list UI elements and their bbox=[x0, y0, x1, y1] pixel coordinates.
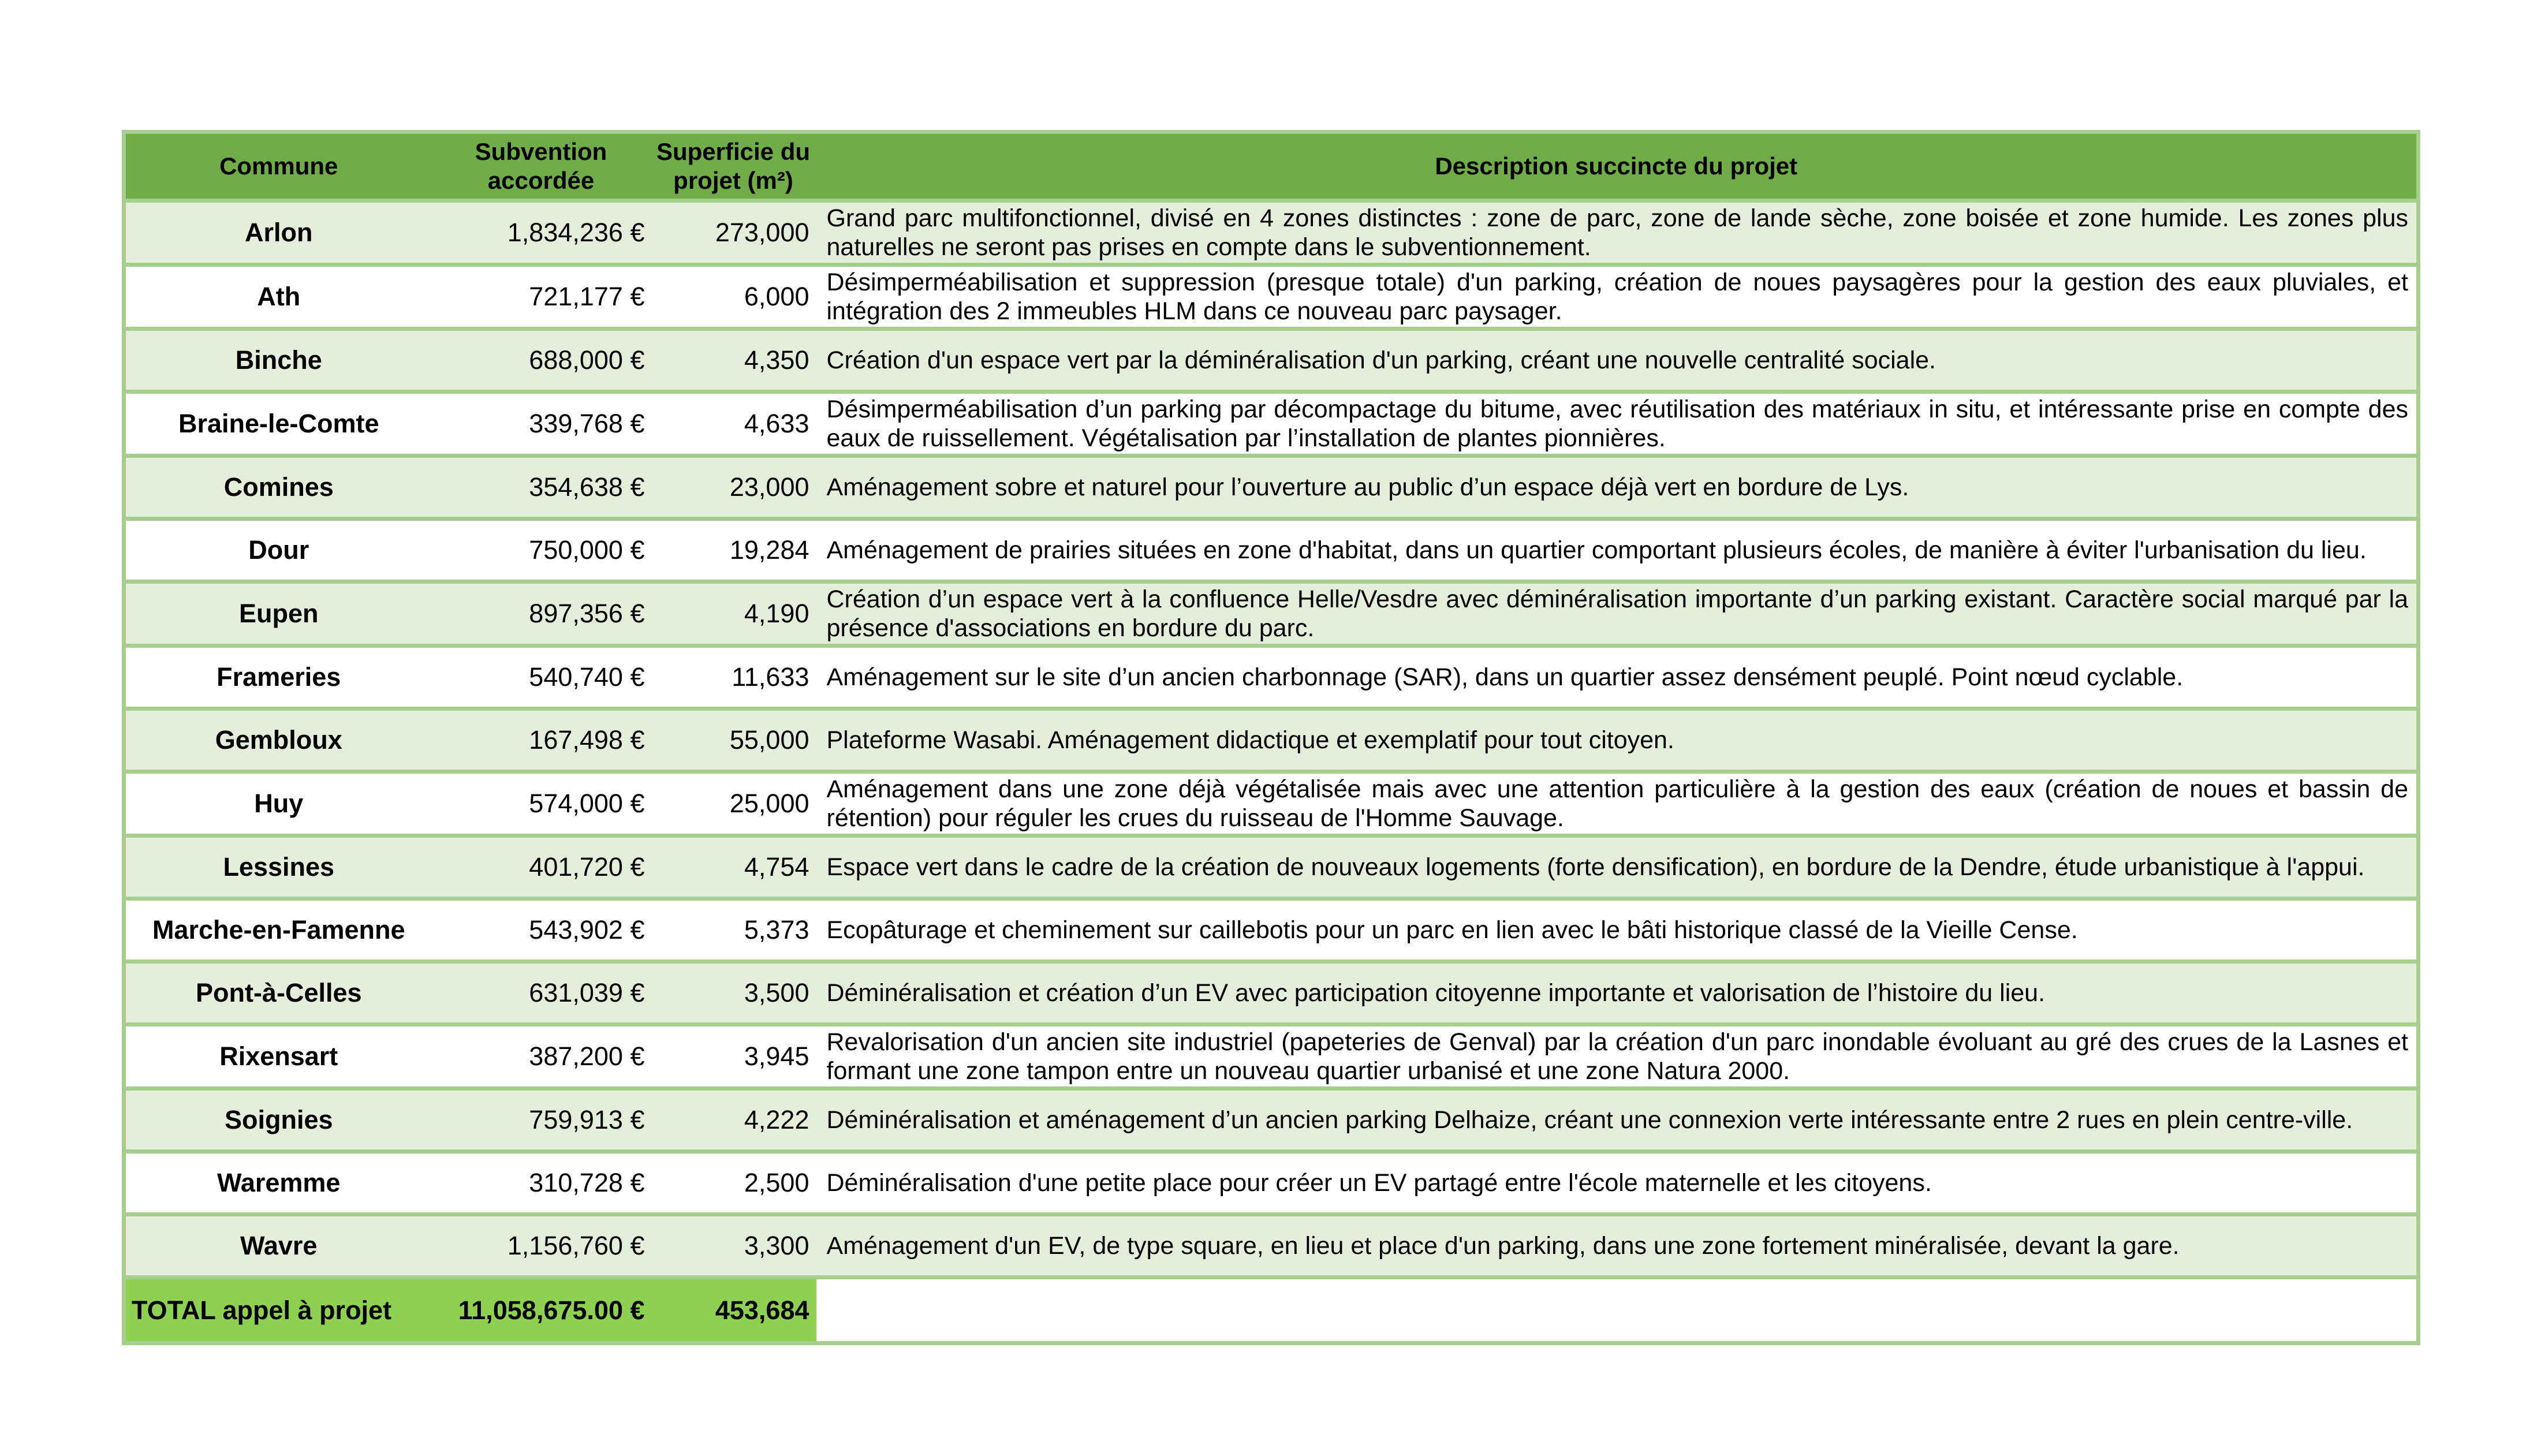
table-header bbox=[124, 132, 2419, 201]
subvention-cell: 543,902 € bbox=[432, 899, 651, 962]
superficie-cell: 11,633 bbox=[651, 646, 816, 709]
table-row bbox=[124, 582, 2419, 646]
grant-table bbox=[122, 130, 2420, 1345]
grant-table-container bbox=[122, 130, 2420, 1345]
commune-cell: Comines bbox=[124, 456, 432, 519]
superficie-cell: 19,284 bbox=[651, 519, 816, 582]
description-cell: Désimperméabilisation et suppression (presque totale) d'un parking, création de noues paysagères pour la gestion des eaux pluviales, et intégration des 2 immeubles HLM dans ce nouveau parc paysager. bbox=[816, 265, 2419, 329]
superficie-cell: 273,000 bbox=[651, 201, 816, 265]
commune-cell: Lessines bbox=[124, 836, 432, 899]
subvention-cell: 401,720 € bbox=[432, 836, 651, 899]
description-cell: Aménagement sobre et naturel pour l’ouverture au public d’un espace déjà vert en bordure de Lys. bbox=[816, 456, 2419, 519]
table-row bbox=[124, 646, 2419, 709]
superficie-cell: 4,350 bbox=[651, 329, 816, 392]
subvention-cell: 310,728 € bbox=[432, 1152, 651, 1215]
description-cell: Désimperméabilisation d’un parking par décompactage du bitume, avec réutilisation des matériaux in situ, et intéressante prise en compte des eaux de ruissellement. Végétalisation par l’installation de plantes pionnières. bbox=[816, 392, 2419, 456]
table-row bbox=[124, 1089, 2419, 1152]
subvention-cell: 540,740 € bbox=[432, 646, 651, 709]
subvention-cell: 750,000 € bbox=[432, 519, 651, 582]
subvention-cell: 688,000 € bbox=[432, 329, 651, 392]
commune-cell: Gembloux bbox=[124, 709, 432, 772]
subvention-cell: 339,768 € bbox=[432, 392, 651, 456]
description-cell: Aménagement sur le site d’un ancien charbonnage (SAR), dans un quartier assez densément peuplé. Point nœud cyclable. bbox=[816, 646, 2419, 709]
description-cell: Déminéralisation d'une petite place pour créer un EV partagé entre l'école maternelle et les citoyens. bbox=[816, 1152, 2419, 1215]
table-row bbox=[124, 519, 2419, 582]
superficie-cell: 5,373 bbox=[651, 899, 816, 962]
header-commune: Commune bbox=[124, 132, 432, 201]
description-cell: Déminéralisation et création d’un EV avec participation citoyenne importante et valorisation de l’histoire du lieu. bbox=[816, 962, 2419, 1025]
subvention-cell: 387,200 € bbox=[432, 1025, 651, 1089]
commune-cell: Rixensart bbox=[124, 1025, 432, 1089]
subvention-cell: 759,913 € bbox=[432, 1089, 651, 1152]
commune-cell: Braine-le-Comte bbox=[124, 392, 432, 456]
total-label: TOTAL appel à projet bbox=[124, 1278, 432, 1343]
table-footer bbox=[124, 1278, 2419, 1343]
description-cell: Plateforme Wasabi. Aménagement didactique et exemplatif pour tout citoyen. bbox=[816, 709, 2419, 772]
description-cell: Aménagement de prairies situées en zone d'habitat, dans un quartier comportant plusieurs écoles, de manière à éviter l'urbanisation du lieu. bbox=[816, 519, 2419, 582]
superficie-cell: 4,190 bbox=[651, 582, 816, 646]
commune-cell: Dour bbox=[124, 519, 432, 582]
superficie-cell: 3,945 bbox=[651, 1025, 816, 1089]
table-row bbox=[124, 265, 2419, 329]
table-row bbox=[124, 1025, 2419, 1089]
table-row bbox=[124, 329, 2419, 392]
description-cell: Espace vert dans le cadre de la création de nouveaux logements (forte densification), en bordure de la Dendre, étude urbanistique à l'appui. bbox=[816, 836, 2419, 899]
table-row bbox=[124, 836, 2419, 899]
superficie-cell: 55,000 bbox=[651, 709, 816, 772]
table-row bbox=[124, 201, 2419, 265]
table-row bbox=[124, 962, 2419, 1025]
commune-cell: Pont-à-Celles bbox=[124, 962, 432, 1025]
table-row bbox=[124, 899, 2419, 962]
table-row bbox=[124, 772, 2419, 836]
commune-cell: Soignies bbox=[124, 1089, 432, 1152]
commune-cell: Frameries bbox=[124, 646, 432, 709]
header-superficie: Superficie du projet (m²) bbox=[651, 132, 816, 201]
commune-cell: Eupen bbox=[124, 582, 432, 646]
subvention-cell: 631,039 € bbox=[432, 962, 651, 1025]
header-subvention: Subvention accordée bbox=[432, 132, 651, 201]
superficie-cell: 4,754 bbox=[651, 836, 816, 899]
description-cell: Déminéralisation et aménagement d’un ancien parking Delhaize, créant une connexion verte intéressante entre 2 rues en plein centre-ville. bbox=[816, 1089, 2419, 1152]
subvention-cell: 167,498 € bbox=[432, 709, 651, 772]
commune-cell: Ath bbox=[124, 265, 432, 329]
header-description: Description succincte du projet bbox=[816, 132, 2419, 201]
subvention-cell: 1,156,760 € bbox=[432, 1215, 651, 1278]
description-cell: Aménagement dans une zone déjà végétalisée mais avec une attention particulière à la gestion des eaux (création de noues et bassin de rétention) pour réguler les crues du ruisseau de l'Homme Sauvage. bbox=[816, 772, 2419, 836]
description-cell: Création d'un espace vert par la déminéralisation d'un parking, créant une nouvelle centralité sociale. bbox=[816, 329, 2419, 392]
total-description bbox=[816, 1278, 2419, 1343]
superficie-cell: 3,500 bbox=[651, 962, 816, 1025]
table-row bbox=[124, 1152, 2419, 1215]
commune-cell: Wavre bbox=[124, 1215, 432, 1278]
superficie-cell: 2,500 bbox=[651, 1152, 816, 1215]
table-body bbox=[124, 201, 2419, 1278]
table-row bbox=[124, 456, 2419, 519]
description-cell: Revalorisation d'un ancien site industriel (papeteries de Genval) par la création d'un parc inondable évoluant au gré des crues de la Lasnes et formant une zone tampon entre un nouveau quartier urbanisé et une zone Natura 2000. bbox=[816, 1025, 2419, 1089]
description-cell: Ecopâturage et cheminement sur caillebotis pour un parc en lien avec le bâti historique classé de la Vieille Cense. bbox=[816, 899, 2419, 962]
description-cell: Création d’un espace vert à la confluence Helle/Vesdre avec déminéralisation importante d’un parking existant. Caractère social marqué par la présence d'associations en bordure du parc. bbox=[816, 582, 2419, 646]
superficie-cell: 25,000 bbox=[651, 772, 816, 836]
subvention-cell: 721,177 € bbox=[432, 265, 651, 329]
total-superficie: 453,684 bbox=[651, 1278, 816, 1343]
superficie-cell: 6,000 bbox=[651, 265, 816, 329]
commune-cell: Huy bbox=[124, 772, 432, 836]
description-cell: Grand parc multifonctionnel, divisé en 4 zones distinctes : zone de parc, zone de lande sèche, zone boisée et zone humide. Les zones plus naturelles ne seront pas prises en compte dans le subventionnement. bbox=[816, 201, 2419, 265]
commune-cell: Waremme bbox=[124, 1152, 432, 1215]
commune-cell: Arlon bbox=[124, 201, 432, 265]
subvention-cell: 354,638 € bbox=[432, 456, 651, 519]
table-row bbox=[124, 392, 2419, 456]
commune-cell: Marche-en-Famenne bbox=[124, 899, 432, 962]
superficie-cell: 3,300 bbox=[651, 1215, 816, 1278]
total-subvention: 11,058,675.00 € bbox=[432, 1278, 651, 1343]
total-row bbox=[124, 1278, 2419, 1343]
subvention-cell: 897,356 € bbox=[432, 582, 651, 646]
superficie-cell: 23,000 bbox=[651, 456, 816, 519]
superficie-cell: 4,633 bbox=[651, 392, 816, 456]
superficie-cell: 4,222 bbox=[651, 1089, 816, 1152]
commune-cell: Binche bbox=[124, 329, 432, 392]
table-row bbox=[124, 1215, 2419, 1278]
header-row bbox=[124, 132, 2419, 201]
subvention-cell: 574,000 € bbox=[432, 772, 651, 836]
subvention-cell: 1,834,236 € bbox=[432, 201, 651, 265]
table-row bbox=[124, 709, 2419, 772]
description-cell: Aménagement d'un EV, de type square, en lieu et place d'un parking, dans une zone fortement minéralisée, devant la gare. bbox=[816, 1215, 2419, 1278]
